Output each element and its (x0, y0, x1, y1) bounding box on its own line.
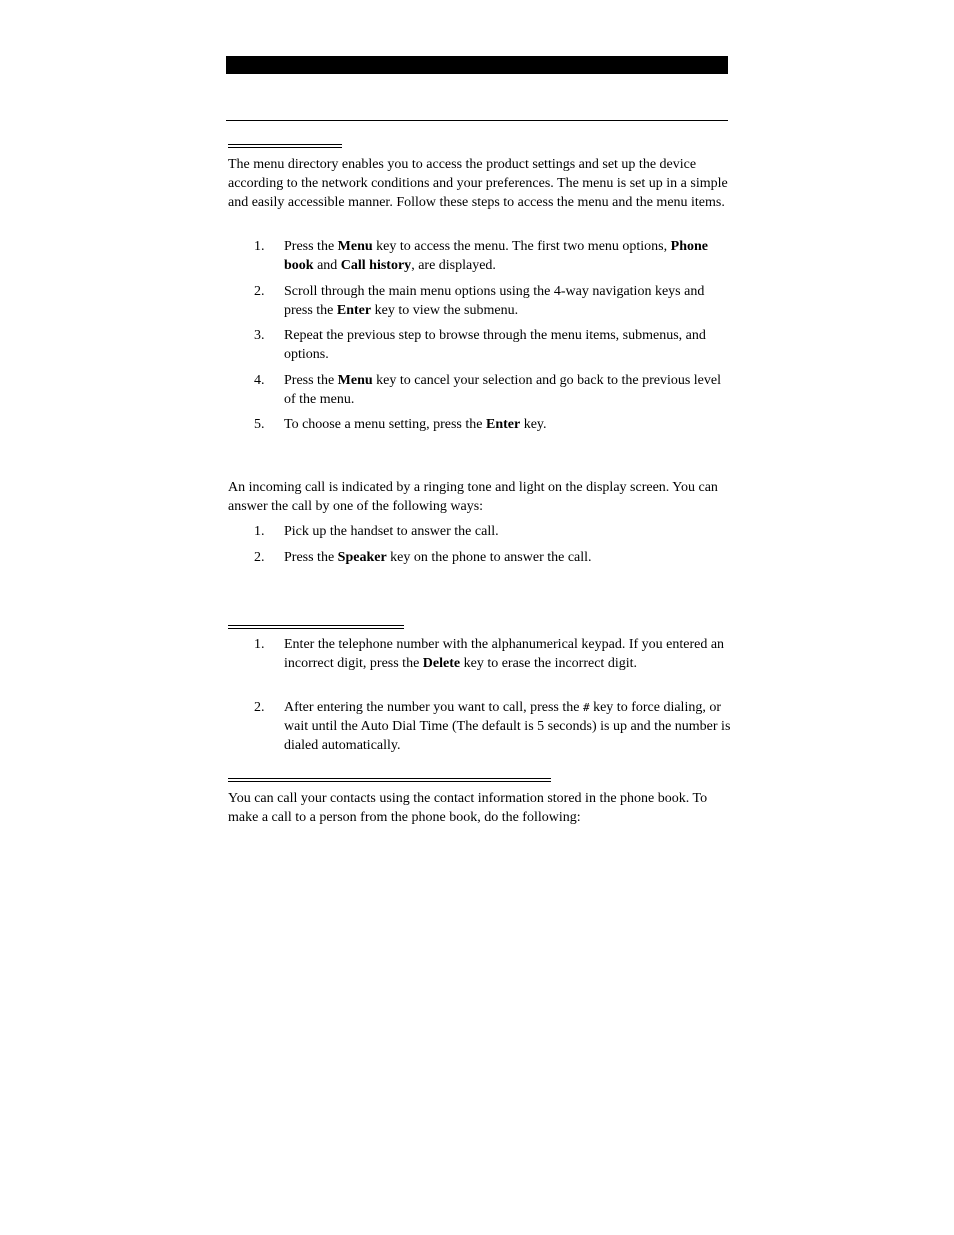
section-rule-dial (228, 625, 404, 629)
list-item (254, 548, 732, 567)
list-text: Press the Menu key to cancel your selection and go back to the previous level of the menu. (284, 373, 721, 407)
menu-intro: The menu directory enables you to access the product settings and set up the device according to the network conditions and your preferences. The menu is set up in a simple and easily accessible manner. Follow these steps to access the menu and the menu items. (228, 157, 728, 210)
answer-intro: An incoming call is indicated by a ringing tone and light on the display screen. You can answer the call by one of the following ways: (228, 480, 718, 514)
list-text: Press the Speaker key on the phone to answer the call. (284, 550, 592, 565)
list-number: 2. (254, 700, 265, 715)
list-item (254, 522, 732, 541)
list-number: 1. (254, 239, 265, 254)
phonebook-intro: You can call your contacts using the contact information stored in the phone book. To make a call to a person from the phone book, do the following: (228, 791, 708, 825)
list-text: Pick up the handset to answer the call. (284, 524, 499, 539)
list-text: Scroll through the main menu options using the 4-way navigation keys and press the Enter key to view the submenu. (284, 284, 705, 318)
list-number: 3. (254, 328, 265, 343)
header-bar (226, 56, 728, 74)
list-item (254, 635, 732, 692)
list-text: Enter the telephone number with the alphanumerical keypad. If you entered an incorrect digit, press the Delete key to erase the incorrect digit. (284, 637, 725, 671)
list-item (254, 371, 732, 409)
list-item (254, 326, 732, 364)
list-text: After entering the number you want to call, press the # key to force dialing, or wait until the Auto Dial Time (The default is 5 seconds) is up and the number is dialed automatically. (284, 700, 731, 753)
section-rule-phonebook (228, 778, 551, 782)
section-rule-menu (228, 144, 342, 148)
list-text: Press the Menu key to access the menu. The first two menu options, Phone book and Call history, are displayed. (284, 239, 708, 273)
list-text: Repeat the previous step to browse through the menu items, submenus, and options. (284, 328, 706, 362)
list-item (254, 237, 732, 275)
list-number: 5. (254, 417, 265, 432)
header-rule (226, 120, 728, 121)
list-number: 2. (254, 284, 265, 299)
list-text: To choose a menu setting, press the Enter key. (284, 417, 547, 432)
list-item (254, 698, 732, 755)
list-number: 1. (254, 637, 265, 652)
list-number: 2. (254, 550, 265, 565)
list-number: 4. (254, 373, 265, 388)
list-item (254, 282, 732, 320)
list-item (254, 415, 732, 434)
list-number: 1. (254, 524, 265, 539)
